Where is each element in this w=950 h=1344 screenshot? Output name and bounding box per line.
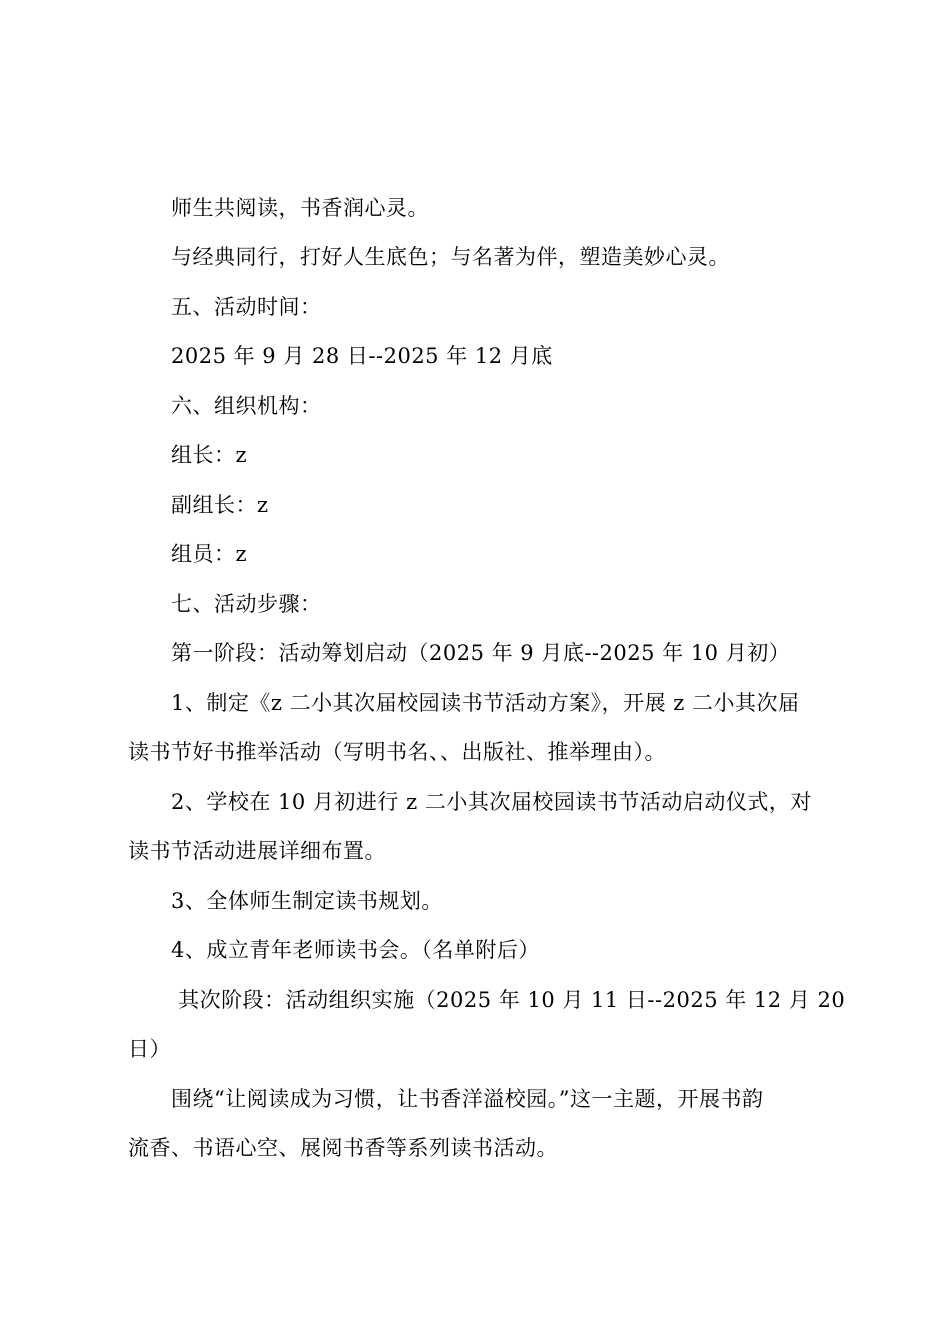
paragraph-line: 第一阶段：活动筹划启动（2025 年 9 月底--2025 年 10 月初）	[128, 641, 791, 665]
paragraph-line: 读书节好书推举活动（写明书名、、出版社、推举理由）。	[128, 740, 666, 764]
paragraph-line: 其次阶段：活动组织实施（2025 年 10 月 11 日--2025 年 12 月 20	[128, 988, 846, 1012]
paragraph-line: 与经典同行，打好人生底色；与名著为伴，塑造美妙心灵。	[128, 245, 730, 269]
paragraph-line: 2025 年 9 月 28 日--2025 年 12 月底	[128, 344, 553, 368]
section-heading: 五、活动时间：	[128, 295, 322, 319]
paragraph-line: 日）	[128, 1037, 171, 1061]
paragraph-line: 2、学校在 10 月初进行 z 二小其次届校园读书节活动启动仪式，对	[128, 790, 812, 814]
paragraph-line: 组长：z	[128, 443, 248, 467]
section-heading: 七、活动步骤：	[128, 592, 322, 616]
section-heading: 六、组织机构：	[128, 394, 322, 418]
paragraph-line: 4、成立青年老师读书会。（名单附后）	[128, 938, 540, 962]
paragraph-line: 围绕“让阅读成为习惯，让书香洋溢校园。”这一主题，开展书韵	[128, 1087, 764, 1111]
paragraph-line: 副组长：z	[128, 493, 269, 517]
paragraph-line: 1、制定《z 二小其次届校园读书节活动方案》，开展 z 二小其次届	[128, 691, 800, 715]
paragraph-line: 师生共阅读，书香润心灵。	[128, 196, 429, 220]
paragraph-line: 3、全体师生制定读书规划。	[128, 889, 443, 913]
paragraph-line: 流香、书语心空、展阅书香等系列读书活动。	[128, 1136, 558, 1160]
paragraph-line: 读书节活动进展详细布置。	[128, 839, 386, 863]
paragraph-line: 组员：z	[128, 542, 248, 566]
